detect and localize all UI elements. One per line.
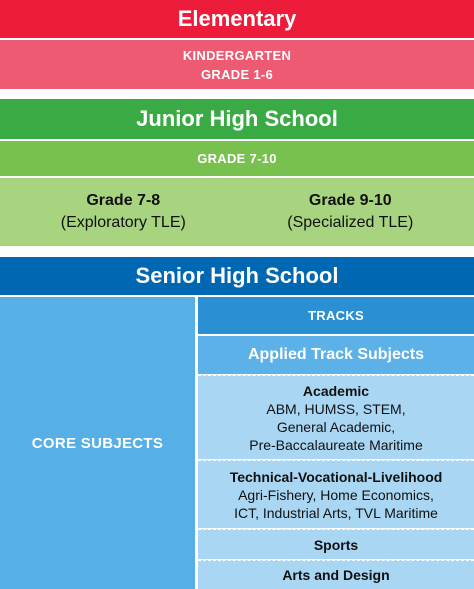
sports-label: Sports xyxy=(313,536,359,553)
senior-high-title-text: Senior High School xyxy=(135,263,339,288)
tvl-line: ICT, Industrial Arts, TVL Maritime xyxy=(234,504,438,521)
academic-line: ABM, HUMSS, STEM, xyxy=(266,400,406,417)
grade-9-10-column xyxy=(287,190,413,234)
academic-line: General Academic, xyxy=(276,418,396,435)
grade-7-8-column xyxy=(61,190,186,234)
grade-7-8-desc: (Exploratory TLE) xyxy=(60,214,186,231)
kindergarten-label: KINDERGARTEN xyxy=(182,47,292,63)
academic-line: Pre-Baccalaureate Maritime xyxy=(249,436,423,453)
grade-9-10-label: Grade 9-10 xyxy=(308,192,392,209)
core-subjects-label: CORE SUBJECTS xyxy=(31,434,164,452)
grade-1-6-label: GRADE 1-6 xyxy=(200,66,274,82)
elementary-title xyxy=(0,0,474,38)
junior-high-grade-range xyxy=(0,141,474,176)
academic-heading: Academic xyxy=(302,382,370,399)
elementary-levels xyxy=(0,40,474,89)
arts-design-track-cell xyxy=(198,560,474,589)
elementary-title-text: Elementary xyxy=(177,6,297,31)
applied-track-header xyxy=(198,336,474,374)
tvl-track-cell xyxy=(198,460,474,528)
applied-track-label: Applied Track Subjects xyxy=(247,346,425,363)
junior-high-grades xyxy=(0,178,474,246)
tvl-line: Agri-Fishery, Home Economics, xyxy=(238,486,434,503)
tracks-label: TRACKS xyxy=(308,308,364,323)
academic-track-cell xyxy=(198,375,474,459)
senior-high-title xyxy=(0,257,474,295)
core-subjects-block xyxy=(0,297,195,589)
tvl-heading: Technical-Vocational-Livelihood xyxy=(229,468,443,485)
grade-9-10-desc: (Specialized TLE) xyxy=(287,214,414,231)
junior-high-title-text: Junior High School xyxy=(136,106,338,131)
junior-high-title xyxy=(0,99,474,139)
tracks-header xyxy=(198,297,474,334)
arts-design-label: Arts and Design xyxy=(282,567,390,583)
grade-7-8-label: Grade 7-8 xyxy=(86,192,161,209)
sports-track-cell xyxy=(198,529,474,559)
grade-7-10-label: GRADE 7-10 xyxy=(197,151,277,166)
